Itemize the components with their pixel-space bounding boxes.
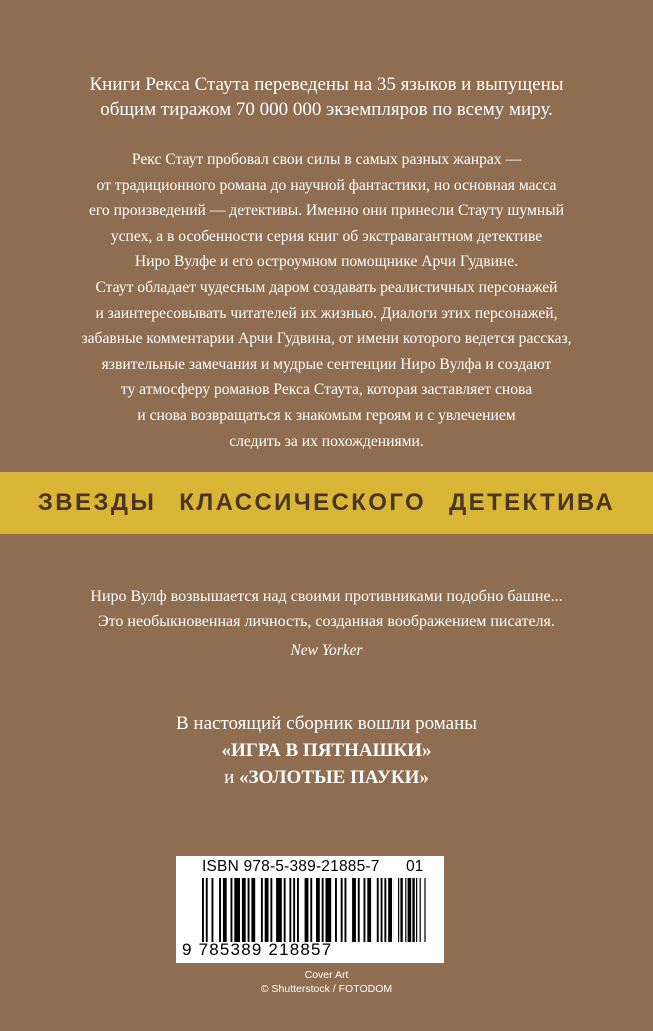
description-line: забавные комментарии Арчи Гудвина, от имени которого ведется рассказ, xyxy=(81,330,572,348)
description-line: Ниро Вулфе и его остроумном помощнике Арчи Гудвине. xyxy=(134,253,519,271)
barcode-bar xyxy=(293,878,295,942)
conjunction: и xyxy=(224,767,235,788)
description-text xyxy=(0,147,653,454)
barcode-bar xyxy=(242,878,246,942)
description-line: и снова возвращаться к знакомым героям и с увлечением xyxy=(137,406,516,424)
barcode-bar xyxy=(416,878,417,942)
barcode-bar xyxy=(345,878,347,942)
barcode-bar xyxy=(234,878,240,942)
barcode-bar xyxy=(384,878,386,942)
barcode-bar xyxy=(358,878,360,942)
intro-text xyxy=(0,72,653,122)
barcode-bar xyxy=(248,878,250,942)
intro-line: общим тиражом 70 000 000 экземпляров по всему миру. xyxy=(100,99,553,120)
barcode-bar xyxy=(310,878,312,942)
barcode-bar xyxy=(297,878,299,942)
description-line: его произведений — детективы. Именно они принесли Стауту шумный xyxy=(88,202,565,220)
barcode-bar xyxy=(364,878,366,942)
barcode-image xyxy=(202,878,394,942)
intro-line: Книги Рекса Стаута переведены на 35 языков и выпущены xyxy=(89,74,564,95)
barcode-bar xyxy=(219,878,221,942)
barcode-bar xyxy=(377,878,379,942)
barcode-bar xyxy=(316,878,320,942)
barcode-bar xyxy=(284,878,286,942)
barcode-bar xyxy=(202,878,204,942)
barcode-bar xyxy=(388,878,392,942)
barcode-bar xyxy=(400,878,402,942)
barcode-bar xyxy=(231,878,233,942)
barcode-bar xyxy=(276,878,282,942)
barcode-bar xyxy=(367,878,371,942)
description-line: Рекс Стаут пробовал свои силы в самых разных жанрах — xyxy=(131,151,522,168)
barcode-bar xyxy=(212,878,214,942)
barcode-bar xyxy=(398,878,399,942)
cover-credits xyxy=(0,968,653,996)
barcode-bar xyxy=(408,878,412,942)
barcode-addon-number: 01 xyxy=(406,858,424,875)
collection-title-2 xyxy=(0,764,653,791)
isbn-number: ISBN 978-5-389-21885-7 xyxy=(202,858,380,875)
barcode-bar xyxy=(305,878,309,942)
quote-line: Это необыкновенная личность, созданная воображением писателя. xyxy=(98,613,555,630)
collection-info xyxy=(0,710,653,791)
barcode-bar xyxy=(335,878,337,942)
barcode-bar xyxy=(352,878,356,942)
barcode-digits: 9 785389 218857 xyxy=(182,940,333,959)
barcode-bar xyxy=(251,878,255,942)
novel-title: «ИГРА В ПЯТНАШКИ» xyxy=(221,740,432,761)
collection-title-1 xyxy=(0,737,653,764)
credit-line: Cover Art xyxy=(304,969,349,981)
novel-title: «ЗОЛОТЫЕ ПАУКИ» xyxy=(239,767,429,788)
barcode-bar xyxy=(341,878,343,942)
barcode-bar xyxy=(424,878,425,942)
description-line: ту атмосферу романов Рекса Стаута, которая заставляет снова xyxy=(120,381,533,399)
credit-line: © Shutterstock / FOTODOM xyxy=(260,983,393,995)
barcode-bar xyxy=(420,878,421,942)
barcode-box xyxy=(176,856,444,963)
barcode-bar xyxy=(405,878,406,942)
collection-intro: В настоящий сборник вошли романы xyxy=(175,713,478,734)
barcode-bar xyxy=(265,878,269,942)
barcode-bar xyxy=(206,878,208,942)
quote-source: New Yorker xyxy=(290,642,363,659)
barcode-bar xyxy=(261,878,263,942)
barcode-bar xyxy=(289,878,291,942)
description-line: успех, а в особенности серия книг об экстравагантном детективе xyxy=(110,227,543,245)
series-band xyxy=(0,472,653,534)
description-line: Стаут обладает чудесным даром создавать реалистичных персонажей xyxy=(95,278,558,296)
barcode-bar xyxy=(270,878,272,942)
description-line: следить за их похождениями. xyxy=(229,432,424,450)
barcode-addon-image xyxy=(398,878,428,942)
description-line: и заинтересовывать читателей их жизнью. Диалоги этих персонажей, xyxy=(95,304,558,322)
description-line: язвительные замечания и мудрые сентенции Ниро Вулфа и создают xyxy=(101,355,552,373)
description-line: от традиционного романа до научной фантастики, но основная масса xyxy=(96,176,557,194)
quote-line: Ниро Вулф возвышается над своими противниками подобно башне... xyxy=(90,588,563,605)
barcode-bar xyxy=(381,878,383,942)
barcode-bar xyxy=(326,878,332,942)
barcode-bar xyxy=(223,878,227,942)
barcode-bar xyxy=(412,878,414,942)
review-quote xyxy=(0,584,653,663)
series-title: ЗВЕЗДЫ КЛАССИЧЕСКОГО ДЕТЕКТИВА xyxy=(37,489,616,516)
barcode-bar xyxy=(322,878,324,942)
